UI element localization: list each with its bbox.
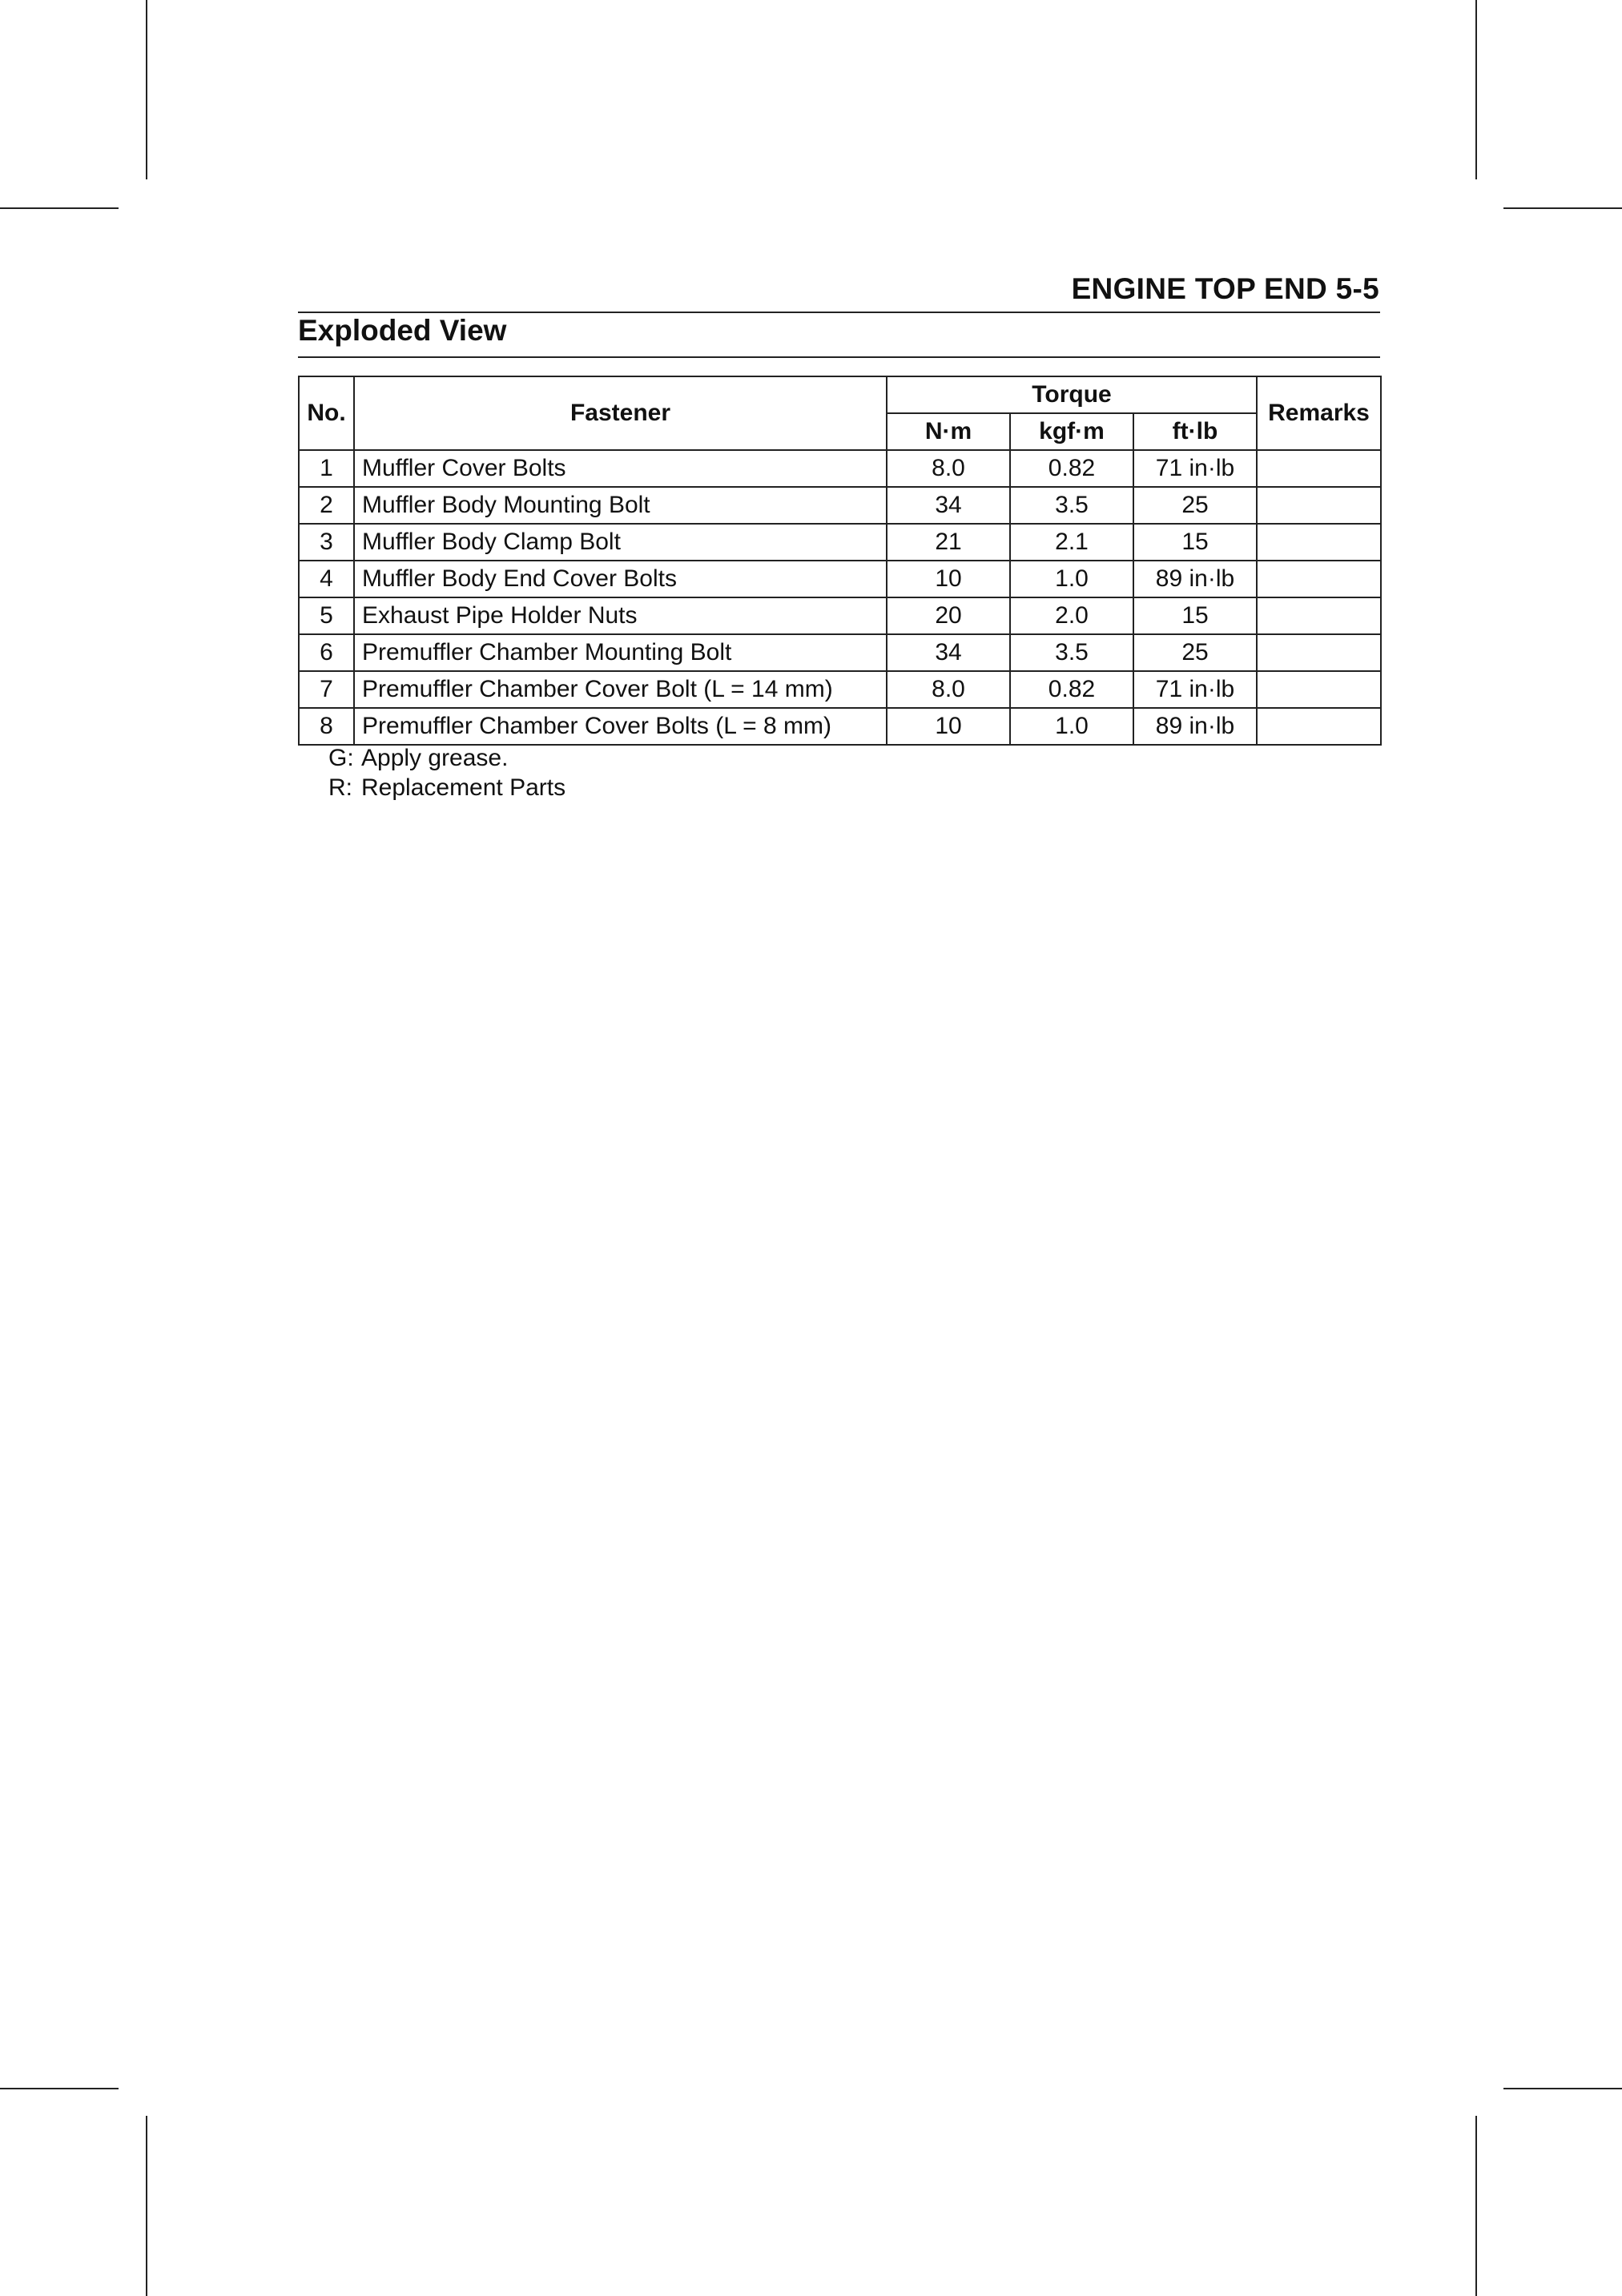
cell-ftlb: 71 in·lb [1133,450,1257,487]
note-text: Apply grease. [361,745,509,771]
cell-kgfm: 1.0 [1010,708,1133,745]
crop-mark [146,0,147,179]
legend-note-replacement [328,773,565,802]
cell-no: 1 [299,450,354,487]
cell-kgfm: 3.5 [1010,487,1133,524]
cell-nm: 21 [887,524,1010,561]
cell-nm: 10 [887,561,1010,597]
table-row [299,524,1381,561]
crop-mark [1503,207,1622,209]
section-rule [298,356,1380,358]
cell-kgfm: 1.0 [1010,561,1133,597]
col-header-remarks: Remarks [1257,376,1381,450]
note-key: G: [328,745,354,771]
cell-no: 7 [299,671,354,708]
cell-nm: 20 [887,597,1010,634]
crop-mark [1475,0,1477,179]
col-header-torque: Torque [887,376,1257,413]
cell-kgfm: 2.1 [1010,524,1133,561]
table-row [299,671,1381,708]
page-header [298,261,1379,306]
cell-nm: 34 [887,634,1010,671]
cell-ftlb: 25 [1133,634,1257,671]
table-row [299,561,1381,597]
col-header-fastener: Fastener [354,376,887,450]
cell-fastener: Muffler Body Clamp Bolt [354,524,887,561]
cell-remarks [1257,708,1381,745]
crop-mark [1503,2088,1622,2089]
cell-no: 6 [299,634,354,671]
cell-nm: 34 [887,487,1010,524]
cell-remarks [1257,561,1381,597]
table-row [299,708,1381,745]
table-row [299,487,1381,524]
legend-note-grease [328,743,565,773]
cell-ftlb: 15 [1133,597,1257,634]
cell-remarks [1257,487,1381,524]
cell-no: 2 [299,487,354,524]
page-title: ENGINE TOP END 5-5 [1071,272,1379,305]
cell-no: 5 [299,597,354,634]
table-row [299,634,1381,671]
cell-ftlb: 71 in·lb [1133,671,1257,708]
cell-ftlb: 89 in·lb [1133,561,1257,597]
col-header-ftlb: ft·lb [1133,413,1257,450]
col-header-kgfm: kgf·m [1010,413,1133,450]
cell-fastener: Muffler Body Mounting Bolt [354,487,887,524]
cell-remarks [1257,450,1381,487]
cell-remarks [1257,671,1381,708]
cell-kgfm: 0.82 [1010,450,1133,487]
cell-fastener: Exhaust Pipe Holder Nuts [354,597,887,634]
cell-no: 8 [299,708,354,745]
cell-fastener: Muffler Cover Bolts [354,450,887,487]
cell-remarks [1257,634,1381,671]
cell-kgfm: 2.0 [1010,597,1133,634]
section-title: Exploded View [298,314,507,347]
crop-mark [1475,2116,1477,2296]
cell-nm: 8.0 [887,450,1010,487]
cell-fastener: Premuffler Chamber Mounting Bolt [354,634,887,671]
legend-notes [328,743,565,802]
cell-ftlb: 15 [1133,524,1257,561]
table-row [299,597,1381,634]
table-row [299,450,1381,487]
cell-no: 4 [299,561,354,597]
crop-mark [146,2116,147,2296]
cell-fastener: Muffler Body End Cover Bolts [354,561,887,597]
table-header-row [299,376,1381,413]
cell-ftlb: 25 [1133,487,1257,524]
cell-remarks [1257,524,1381,561]
cell-fastener: Premuffler Chamber Cover Bolts (L = 8 mm) [354,708,887,745]
cell-ftlb: 89 in·lb [1133,708,1257,745]
cell-nm: 8.0 [887,671,1010,708]
torque-table [298,376,1382,746]
note-text: Replacement Parts [361,774,566,801]
cell-kgfm: 0.82 [1010,671,1133,708]
cell-kgfm: 3.5 [1010,634,1133,671]
cell-fastener: Premuffler Chamber Cover Bolt (L = 14 mm) [354,671,887,708]
crop-mark [0,2088,119,2089]
header-rule [298,312,1380,313]
col-header-nm: N·m [887,413,1010,450]
note-key: R: [328,774,352,801]
cell-remarks [1257,597,1381,634]
cell-no: 3 [299,524,354,561]
cell-nm: 10 [887,708,1010,745]
col-header-no: No. [299,376,354,450]
crop-mark [0,207,119,209]
